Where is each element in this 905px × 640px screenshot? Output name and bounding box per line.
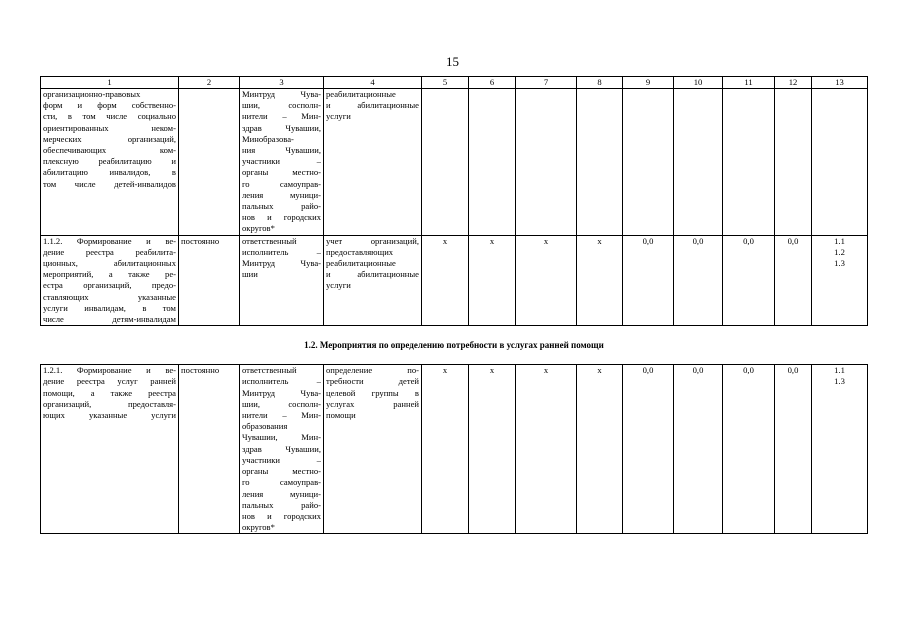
value-cell: х — [577, 365, 623, 534]
cell-text-line: том числе детей-инвалидов — [43, 178, 176, 189]
cell-text-line: исполнитель – — [242, 376, 321, 387]
column-header: 3 — [240, 77, 324, 89]
cell-text-line: Минтруд Чува- — [242, 89, 321, 99]
cell-text-line: ющих указанные услуги — [43, 410, 176, 421]
cell-text-line: го самоуправ- — [242, 477, 321, 488]
cell-text-line: Минтруд Чува- — [242, 387, 321, 398]
cell-text-line: ния Чувашии, — [242, 145, 321, 156]
cell-text-line: форм и форм собственно- — [43, 100, 176, 111]
activity-cell — [41, 89, 179, 236]
cell-text-line: мерческих организаций, — [43, 133, 176, 144]
value-cell: х — [469, 235, 516, 326]
cell-text-line: мероприятий, а также ре- — [43, 269, 176, 280]
activity-cell — [41, 365, 179, 534]
cell-text-line: дение реестра услуг ранней — [43, 376, 176, 387]
cell-text-line: исполнитель – — [242, 246, 321, 257]
cell-text-line: Минтруд Чува- — [242, 258, 321, 269]
executor-cell — [240, 235, 324, 326]
cell-text-line: требности детей — [326, 376, 419, 387]
activity-cell — [41, 235, 179, 326]
cell-text-line: определение по- — [326, 365, 419, 376]
value-cell — [422, 89, 469, 236]
table-row — [41, 365, 868, 534]
term-cell — [179, 89, 240, 236]
table-row — [41, 89, 868, 236]
cell-text-line: дение реестра реабилита- — [43, 246, 176, 257]
column-header: 5 — [422, 77, 469, 89]
cell-text-line: органы местно- — [242, 167, 321, 178]
cell-text-line: услуги инвалидам, в том — [43, 302, 176, 313]
executor-cell — [240, 365, 324, 534]
cell-text-line: нов и городских — [242, 510, 321, 521]
cell-text-line: 1.3 — [834, 258, 845, 269]
value-cell: 0,0 — [723, 365, 775, 534]
cell-text-line: реабилитационные — [326, 258, 396, 269]
column-header: 11 — [723, 77, 775, 89]
cell-text-line: 1.1 — [834, 235, 845, 246]
cell-text-line: постоянно — [181, 365, 220, 376]
cell-text-line: шии, сосполн- — [242, 398, 321, 409]
value-cell — [775, 89, 812, 236]
cell-text-line: ставляющих указанные — [43, 291, 176, 302]
cell-text-line: ответственный — [242, 365, 297, 376]
column-header: 2 — [179, 77, 240, 89]
cell-text-line: здрав Чувашии, — [242, 443, 321, 454]
column-header: 8 — [577, 77, 623, 89]
value-cell: х — [422, 365, 469, 534]
value-cell — [516, 89, 577, 236]
cell-text-line: ориентированных неком- — [43, 122, 176, 133]
cell-text-line: организационно-правовых — [43, 89, 141, 99]
cell-text-line: нители – Мин- — [242, 410, 321, 421]
cell-text-line: нители – Мин- — [242, 111, 321, 122]
cell-text-line: обеспечивающих ком- — [43, 145, 176, 156]
column-number-header — [41, 77, 868, 89]
column-header: 4 — [324, 77, 422, 89]
cell-text-line: реабилитационные — [326, 89, 396, 99]
cell-text-line: го самоуправ- — [242, 178, 321, 189]
value-cell: х — [469, 365, 516, 534]
cell-text-line: участники – — [242, 454, 321, 465]
value-cell: х — [516, 235, 577, 326]
indicator-cell — [812, 235, 868, 326]
value-cell: х — [516, 365, 577, 534]
section-title: 1.2. Мероприятия по определению потребности в услугах ранней помощи — [41, 326, 868, 365]
value-cell: 0,0 — [775, 235, 812, 326]
column-header: 6 — [469, 77, 516, 89]
cell-text-line: плексную реабилитацию и — [43, 156, 176, 167]
cell-text-line: сти, в том числе социально — [43, 111, 176, 122]
cell-text-line: образования — [242, 421, 288, 432]
term-cell — [179, 235, 240, 326]
page-number: 15 — [446, 54, 459, 69]
value-cell: 0,0 — [674, 365, 723, 534]
column-header: 1 — [41, 77, 179, 89]
cell-text-line: и абилитационные — [326, 269, 419, 280]
section-heading-row — [41, 326, 868, 365]
column-header: 7 — [516, 77, 577, 89]
cell-text-line: 1.1 — [834, 365, 845, 376]
cell-text-line: 1.2 — [834, 246, 845, 257]
cell-text-line: естра организаций, предо- — [43, 280, 176, 291]
cell-text-line: абилитацию инвалидов, в — [43, 167, 176, 178]
indicator-cell — [812, 365, 868, 534]
cell-text-line: Минобразова- — [242, 133, 294, 144]
cell-text-line: органы местно- — [242, 466, 321, 477]
value-cell — [623, 89, 674, 236]
value-cell: х — [577, 235, 623, 326]
column-header: 9 — [623, 77, 674, 89]
value-cell — [577, 89, 623, 236]
cell-text-line: ционных, абилитационных — [43, 258, 176, 269]
cell-text-line: учет организаций, — [326, 235, 419, 246]
cell-text-line: шии — [242, 269, 258, 280]
cell-text-line: шии, сосполн- — [242, 100, 321, 111]
table-row — [41, 235, 868, 326]
cell-text-line: организаций, предоставля- — [43, 398, 176, 409]
column-header: 10 — [674, 77, 723, 89]
cell-text-line: числе детям-инвалидам — [43, 314, 176, 325]
value-cell: 0,0 — [674, 235, 723, 326]
cell-text-line: помощи — [326, 410, 356, 421]
cell-text-line: здрав Чувашии, — [242, 122, 321, 133]
cell-text-line: предоставляющих — [326, 246, 394, 257]
cell-text-line: целевой группы в — [326, 387, 419, 398]
cell-text-line: ления муници- — [242, 488, 321, 499]
cell-text-line: постоянно — [181, 235, 220, 246]
value-cell — [674, 89, 723, 236]
column-header: 13 — [812, 77, 868, 89]
cell-text-line: 1.2.1. Формирование и ве- — [43, 365, 176, 376]
plan-table — [40, 76, 868, 534]
cell-text-line: нов и городских — [242, 212, 321, 223]
term-cell — [179, 365, 240, 534]
value-cell — [469, 89, 516, 236]
result-cell — [324, 235, 422, 326]
cell-text-line: услуги — [326, 280, 351, 291]
cell-text-line: пальных райо- — [242, 499, 321, 510]
result-cell — [324, 89, 422, 236]
cell-text-line: 1.1.2. Формирование и ве- — [43, 235, 176, 246]
value-cell: 0,0 — [723, 235, 775, 326]
value-cell: 0,0 — [775, 365, 812, 534]
cell-text-line: 1.3 — [834, 376, 845, 387]
indicator-cell — [812, 89, 868, 236]
cell-text-line: пальных райо- — [242, 201, 321, 212]
result-cell — [324, 365, 422, 534]
cell-text-line: услугах ранней — [326, 398, 419, 409]
value-cell: 0,0 — [623, 365, 674, 534]
cell-text-line: округов* — [242, 223, 275, 234]
cell-text-line: ления муници- — [242, 189, 321, 200]
cell-text-line: Чувашии, Мин- — [242, 432, 321, 443]
cell-text-line: и абилитационные — [326, 100, 419, 111]
cell-text-line: участники – — [242, 156, 321, 167]
cell-text-line: помощи, а также реестра — [43, 387, 176, 398]
column-header: 12 — [775, 77, 812, 89]
value-cell — [723, 89, 775, 236]
executor-cell — [240, 89, 324, 236]
cell-text-line: услуги — [326, 111, 351, 122]
value-cell: 0,0 — [623, 235, 674, 326]
value-cell: х — [422, 235, 469, 326]
cell-text-line: ответственный — [242, 235, 297, 246]
cell-text-line: округов* — [242, 522, 275, 533]
